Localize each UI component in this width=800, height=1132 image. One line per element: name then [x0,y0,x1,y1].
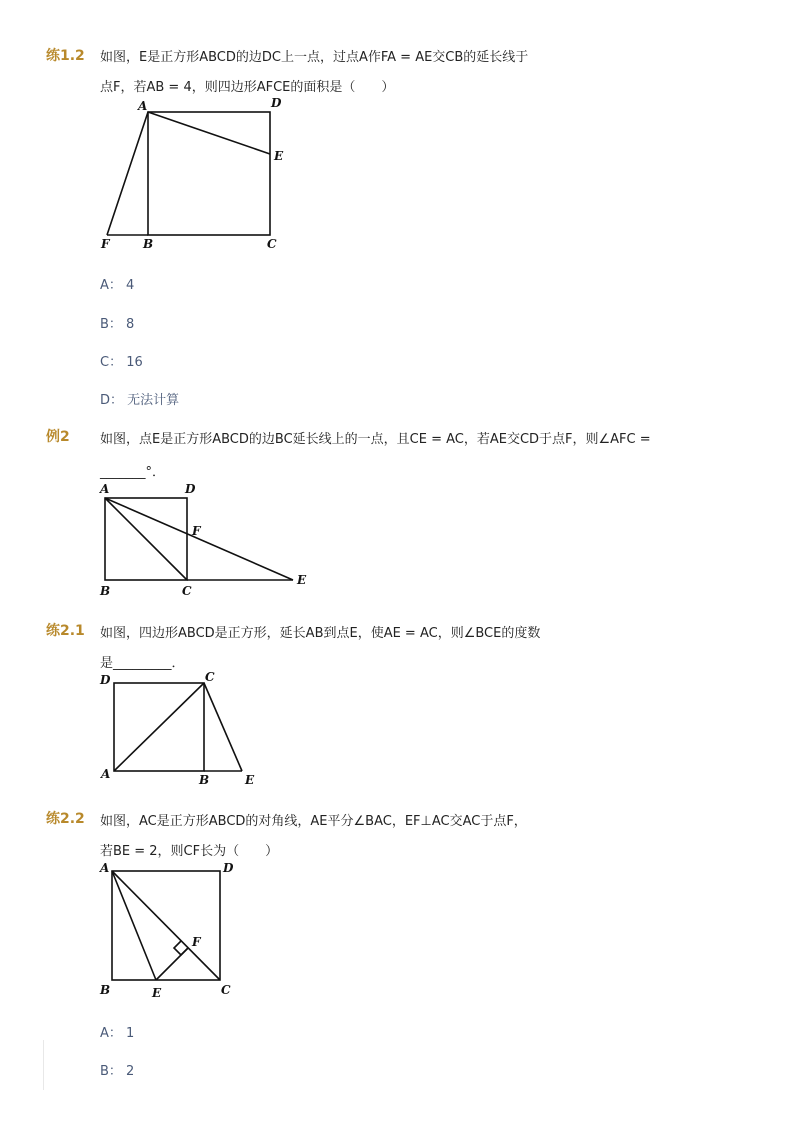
q2-point-b: B [100,584,111,598]
q2-figure [95,480,320,600]
q2-point-c: C [182,584,192,598]
q3-point-a: A [101,767,111,781]
q3-text-line2: 是_________． [100,656,185,671]
q2-segment-ac [105,498,187,580]
q2-point-d: D [185,482,196,496]
q4-point-a: A [100,861,110,875]
q3-point-d: D [100,673,111,687]
q3-label: 练2.1 [46,623,85,639]
q3-text-line1: 如图，四边形ABCD是正方形，延长AB到点E，使AE = AC，则∠BCE的度数 [100,626,541,641]
q4-right-angle-mark [174,941,188,955]
q1-square [148,112,270,235]
q1-point-b: B [143,237,154,251]
q1-point-a: A [138,99,148,113]
q4-option-b[interactable]: B： 2 [100,1064,135,1079]
left-divider [43,1040,44,1090]
q2-point-e: E [297,573,307,587]
q1-option-c[interactable]: C： 16 [100,355,143,370]
q4-text-line1: 如图，AC是正方形ABCD的对角线，AE平分∠BAC，EF⊥AC交AC于点F， [100,814,527,829]
q3-segment-ac [114,683,204,771]
q1-point-e: E [274,149,284,163]
q3-figure [95,670,270,790]
q1-point-c: C [267,237,277,251]
q2-segment-ae [105,498,293,580]
q2-text-line2: _______°． [100,465,166,480]
q1-text-line1: 如图，E是正方形ABCD的边DC上一点，过点A作FA = AE交CB的延长线于 [100,50,529,65]
q2-point-f: F [192,524,201,538]
q4-figure [95,858,245,1003]
q1-point-f: F [101,237,110,251]
q1-figure [95,95,295,255]
q1-segment-af [107,112,148,235]
q4-text-line2: 若BE = 2，则CF长为（ ） [100,844,279,859]
q4-option-a[interactable]: A： 1 [100,1026,135,1041]
q4-label: 练2.2 [46,811,85,827]
q3-point-c: C [205,670,215,684]
q1-point-d: D [271,96,282,110]
q2-label: 例2 [46,429,70,445]
q1-segment-ae [148,112,270,154]
q1-option-a[interactable]: A： 4 [100,278,135,293]
q2-point-a: A [100,482,110,496]
q4-diagonal-ac [112,871,220,980]
q3-point-b: B [199,773,210,787]
q4-point-e: E [152,986,162,1000]
q4-point-b: B [100,983,111,997]
q4-point-f: F [192,935,201,949]
q4-point-c: C [221,983,231,997]
q1-option-b[interactable]: B： 8 [100,317,135,332]
q3-point-e: E [245,773,255,787]
q4-segment-ae [112,871,156,980]
q1-text-line2: 点F，若AB = 4，则四边形AFCE的面积是（ ） [100,80,395,95]
q2-text-line1: 如图，点E是正方形ABCD的边BC延长线上的一点，且CE = AC，若AE交CD于点F，则∠AFC = [100,432,651,447]
q3-segment-ce [204,683,242,771]
q4-point-d: D [223,861,234,875]
q1-option-d[interactable]: D： 无法计算 [100,393,180,408]
q1-label: 练1.2 [46,48,85,64]
